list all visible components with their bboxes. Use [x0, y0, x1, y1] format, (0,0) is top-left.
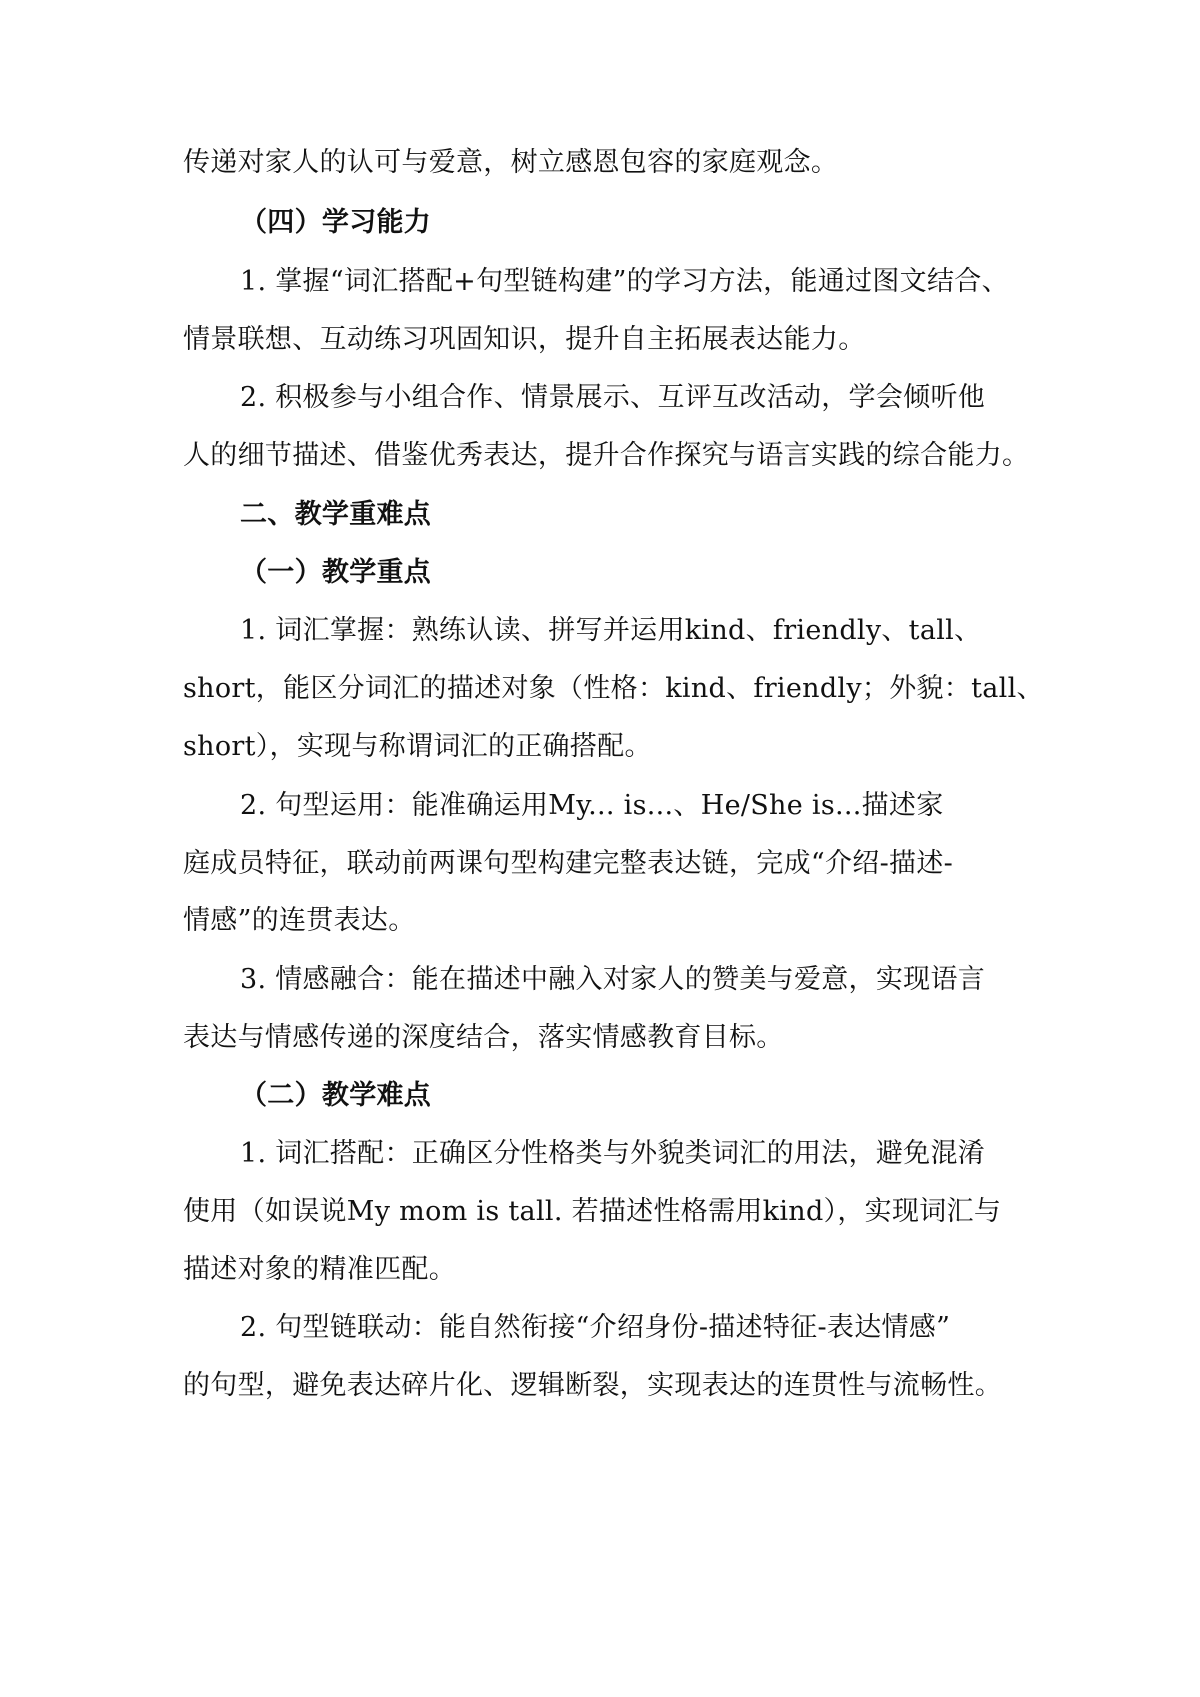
body-text-line: 2. 句型运用：能准确运用My... is...、He/She is...描述家	[240, 790, 944, 821]
body-text-line: 人的细节描述、借鉴优秀表达，提升合作探究与语言实践的综合能力。	[183, 440, 1030, 471]
body-text-line: 3. 情感融合：能在描述中融入对家人的赞美与爱意，实现语言	[240, 964, 986, 995]
body-text-line: 1. 掌握“词汇搭配+句型链构建”的学习方法，能通过图文结合、	[240, 266, 1009, 297]
body-text-line: 描述对象的精准匹配。	[183, 1254, 456, 1285]
body-text-line: short），实现与称谓词汇的正确搭配。	[183, 731, 652, 762]
section-heading-key-points: （一）教学重点	[240, 557, 432, 588]
section-heading-learning-ability: （四）学习能力	[240, 207, 432, 238]
body-text-line: 表达与情感传递的深度结合，落实情感教育目标。	[183, 1022, 784, 1053]
body-text-line: short，能区分词汇的描述对象（性格：kind、friendly；外貌：tall、	[183, 673, 1044, 704]
body-text-line: 情景联想、互动练习巩固知识，提升自主拓展表达能力。	[183, 324, 866, 355]
body-text-line: 2. 积极参与小组合作、情景展示、互评互改活动，学会倾听他	[240, 382, 986, 413]
body-text-line: 1. 词汇掌握：熟练认读、拼写并运用kind、friendly、tall、	[240, 615, 982, 646]
body-text-line: 情感”的连贯表达。	[183, 905, 416, 936]
body-text-line: 2. 句型链联动：能自然衔接“介绍身份-描述特征-表达情感”	[240, 1312, 951, 1343]
body-text-line: 1. 词汇搭配：正确区分性格类与外貌类词汇的用法，避免混淆	[240, 1138, 986, 1169]
section-heading-difficult-points: （二）教学难点	[240, 1080, 432, 1111]
body-text-line: 的句型，避免表达碎片化、逻辑断裂，实现表达的连贯性与流畅性。	[183, 1370, 1002, 1401]
section-heading-key-difficult-points: 二、教学重难点	[240, 499, 432, 530]
body-text-line: 庭成员特征，联动前两课句型构建完整表达链，完成“介绍-描述-	[183, 848, 954, 879]
body-text-line: 使用（如误说My mom is tall. 若描述性格需用kind），实现词汇与	[183, 1196, 1002, 1227]
body-text-line: 传递对家人的认可与爱意，树立感恩包容的家庭观念。	[183, 147, 839, 178]
